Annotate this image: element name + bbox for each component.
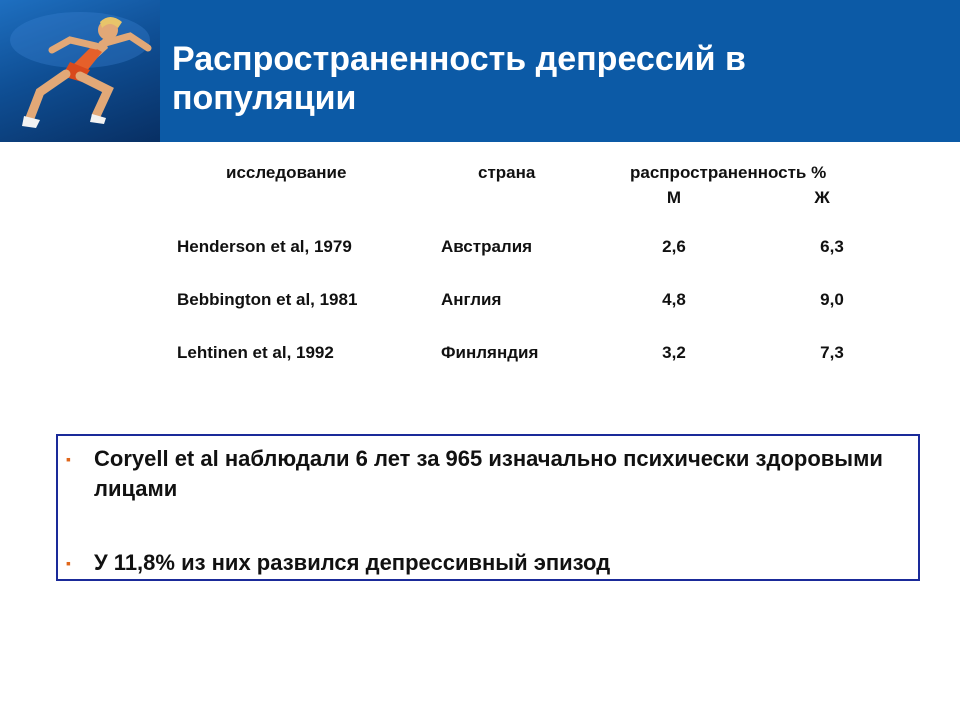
square-bullet-icon: ▪: [66, 555, 71, 571]
findings-box: [56, 434, 920, 581]
square-bullet-icon: ▪: [66, 451, 71, 467]
row-female: 9,0: [820, 290, 844, 309]
row-female: 6,3: [820, 237, 844, 256]
bullet-text: Coryell et al наблюдали 6 лет за 965 изначально психически здоровыми лицами: [94, 446, 883, 501]
row-female: 7,3: [820, 343, 844, 362]
row-country: Австралия: [441, 237, 533, 256]
slide-title: Распространенность депрессий в популяции: [172, 40, 746, 117]
header-prevalence: распространенность %: [630, 163, 827, 182]
row-country: Англия: [441, 290, 502, 309]
header-study: исследование: [226, 163, 347, 182]
bullet-item: [66, 444, 906, 504]
row-study: Henderson et al, 1979: [177, 237, 352, 256]
bullet-item: [66, 548, 906, 578]
row-male: 3,2: [662, 343, 686, 362]
header-female: Ж: [814, 188, 830, 207]
row-male: 2,6: [662, 237, 686, 256]
slide-header: [0, 0, 960, 142]
bullet-text: У 11,8% из них развился депрессивный эпизод: [94, 550, 611, 575]
header-country: страна: [478, 163, 536, 182]
row-study: Bebbington et al, 1981: [177, 290, 358, 309]
row-study: Lehtinen et al, 1992: [177, 343, 334, 362]
row-country: Финляндия: [441, 343, 539, 362]
row-male: 4,8: [662, 290, 686, 309]
sprinter-illustration: [0, 0, 160, 142]
header-male: М: [666, 188, 682, 207]
sprinter-photo: [0, 0, 160, 142]
